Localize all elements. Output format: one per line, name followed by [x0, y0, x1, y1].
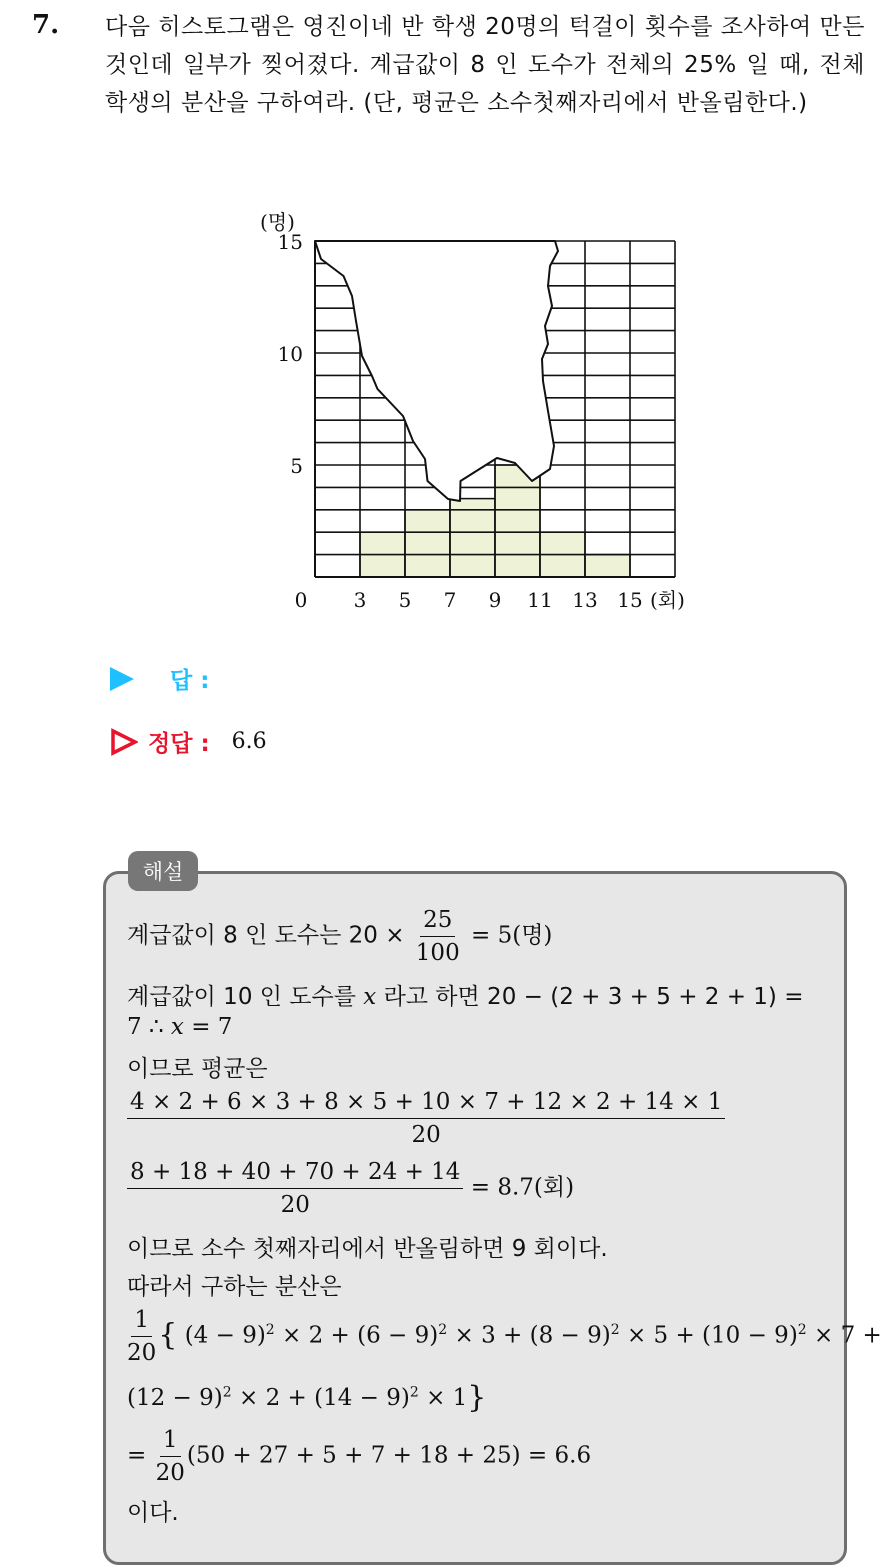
torn-paper-area: [315, 241, 558, 501]
solution-line-6: 따라서 구하는 분산은: [127, 1274, 342, 1300]
histogram-bar: [585, 555, 630, 577]
correct-answer-value: 6.6: [231, 729, 267, 754]
answer-row: [110, 662, 209, 695]
question-number: 7.: [32, 10, 60, 40]
fraction: $\frac{25}{100}$: [415, 907, 460, 966]
correct-answer-label: 정답 :: [148, 731, 210, 757]
solution-line-4: 이므로 평균은: [127, 1056, 268, 1082]
solution-line-3: 7 ∴ x = 7: [127, 1014, 233, 1040]
variance-line-1: $\frac{1}{20}$ { $(4 - 9)^2 \times 2 + (6 - 9)^2 \times 3 + (8 - 9)^2 \times 5 + (10 - 9)^2 \times 7$ +: [127, 1307, 882, 1366]
y-unit-label: (명): [260, 210, 295, 234]
answer-label: 답 :: [170, 668, 210, 694]
y-tick-label: 5: [290, 454, 303, 478]
mean-fraction: $\frac{4 \times 2 + 6 \times 3 + 8 \times 5 + 10 \times 7 + 12 \times 2 + 14 \times 1}{20}$: [127, 1088, 725, 1149]
x-unit-label: (회): [650, 588, 685, 612]
solution-line-5: 이므로 소수 첫째자리에서 반올림하면 9 회이다.: [127, 1236, 608, 1262]
question-text: 다음 히스토그램은 영진이네 반 학생 20명의 턱걸이 횟수를 조사하여 만든 것인데 일부가 찢어졌다. 계급값이 8 인 도수가 전체의 25% 일 때, 전체 학생의 분산을 구하여라. (단, 평균은 소수첫째자리에서 반올림한다.): [105, 14, 865, 116]
x-tick-label: 3: [353, 588, 367, 612]
x-tick-label: 5: [398, 588, 412, 612]
play-triangle-icon: [110, 667, 134, 691]
solution-tab: 해설: [128, 851, 198, 891]
histogram-bar: [405, 510, 450, 577]
x-tick-label: 13: [572, 588, 598, 612]
outline-triangle-icon: [110, 728, 138, 756]
variance-result: = $\frac{1}{20}$ (50 + 27 + 5 + 7 + 18 + 25) = 6.6: [127, 1427, 592, 1486]
x-tick-label: 7: [443, 588, 457, 612]
x-tick-label: 9: [488, 588, 502, 612]
solution-line-2: 계급값이 10 인 도수를 x 라고 하면 20 − (2 + 3 + 5 + 2 + 1) =: [127, 984, 804, 1010]
x-tick-label: 15: [617, 588, 643, 612]
x-tick-label: 11: [527, 588, 553, 612]
y-tick-label: 15: [277, 230, 303, 254]
y-tick-label: 10: [277, 342, 303, 366]
histogram-chart: [250, 195, 720, 625]
mean-fraction-2: $\frac{8 + 18 + 40 + 70 + 24 + 14}{20}$ = 8.7(회): [127, 1158, 574, 1219]
variance-line-2: $(12 - 9)^2 \times 2 + (14 - 9)^2 \times 1$}: [127, 1380, 487, 1415]
solution-end: 이다.: [127, 1500, 179, 1526]
x-tick-label: 0: [294, 588, 308, 612]
histogram-bar: [495, 465, 540, 577]
correct-answer-row: [110, 725, 267, 758]
solution-line-1: 계급값이 8 인 도수는 20 × $\frac{25}{100}$ = 5(명): [127, 907, 553, 966]
